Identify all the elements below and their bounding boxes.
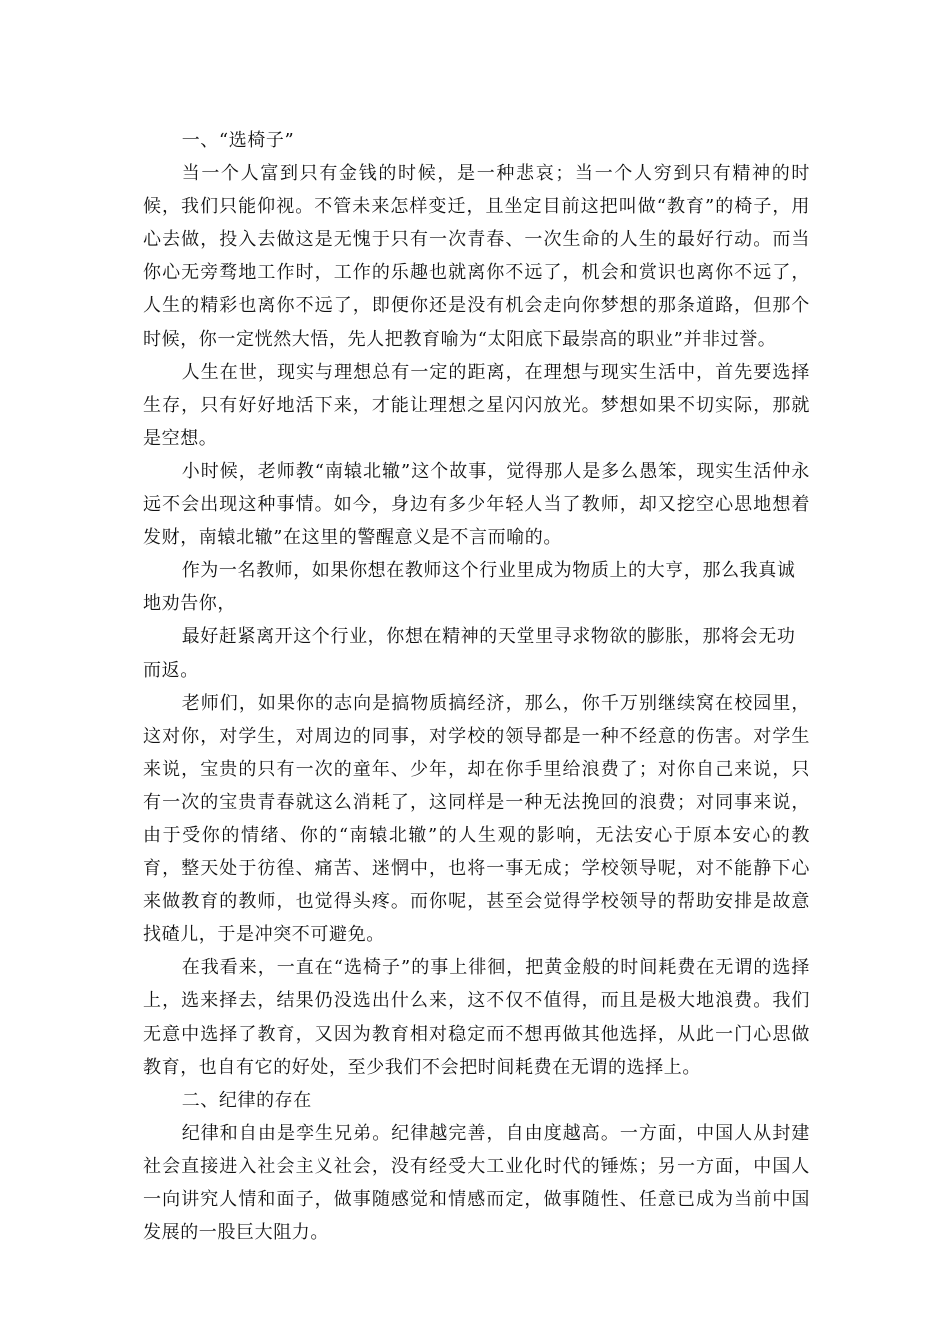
paragraph: 在我看来，一直在“选椅子”的事上徘徊，把黄金般的时间耗费在无谓的选择上，选来择去，结果仍没选出什么来，这不仅不值得，而且是极大地浪费。我们无意中选择了教育，又因为教育相对稳定而不想再做其他选择，从此一门心思做教育，也自有它的好处，至少我们不会把时间耗费在无谓的选择上。: [143, 957, 810, 1078]
paragraph: 当一个人富到只有金钱的时候，是一种悲哀；当一个人穷到只有精神的时候，我们只能仰视。不管未来怎样变迁，且坐定目前这把叫做“教育”的椅子，用心去做，投入去做这是无愧于只有一次青春、一次生命的人生的最好行动。而当你心无旁骛地工作时，工作的乐趣也就离你不远了，机会和赏识也离你不远了，人生的精彩也离你不远了，即便你还是没有机会走向你梦想的那条道路，但那个时候，你一定恍然大悟，先人把教育喻为“太阳底下最崇高的职业”并非过誉。: [143, 163, 810, 350]
section-heading-2: 二、纪律的存在: [181, 1089, 312, 1111]
paragraph: 人生在世，现实与理想总有一定的距离，在理想与现实生活中，首先要选择生存，只有好好地活下来，才能让理想之星闪闪放光。梦想如果不切实际，那就是空想。: [143, 361, 810, 449]
paragraph-line-2: 最好赶紧离开这个行业，你想在精神的天堂里寻求物欲的膨胀，那将会无功而返。: [143, 626, 796, 681]
section-heading-1: 一、“选椅子”: [181, 130, 295, 151]
paragraph: 纪律和自由是孪生兄弟。纪律越完善，自由度越高。一方面，中国人从封建社会直接进入社会主义社会，没有经受大工业化时代的锤炼；另一方面，中国人一向讲究人情和面子，做事随感觉和情感而定，做事随性、任意已成为当前中国发展的一股巨大阻力。: [143, 1122, 810, 1244]
paragraph-line-1: 作为一名教师，如果你想在教师这个行业里成为物质上的大亨，那么我真诚地劝告你，: [143, 560, 796, 615]
paragraph: 老师们，如果你的志向是搞物质搞经济，那么，你千万别继续窝在校园里，这对你，对学生，对周边的同事，对学校的领导都是一种不经意的伤害。对学生来说，宝贵的只有一次的童年、少年，却在你手里给浪费了；对你自己来说，只有一次的宝贵青春就这么消耗了，这同样是一种无法挽回的浪费；对同事来说，由于受你的情绪、你的“南辕北辙”的人生观的影响，无法安心于原本安心的教育，整天处于彷徨、痛苦、迷惘中，也将一事无成；学校领导呢，对不能静下心来做教育的教师，也觉得头疼。而你呢，甚至会觉得学校领导的帮助安排是故意找碴儿，于是冲突不可避免。: [143, 692, 810, 946]
paragraph-indented-block: [143, 554, 810, 686]
document-body: [143, 124, 810, 1249]
paragraph: 小时候，老师教“南辕北辙”这个故事，觉得那人是多么愚笨，现实生活仲永远不会出现这种事情。如今，身边有多少年轻人当了教师，却又挖空心思地想着发财，南辕北辙”在这里的警醒意义是不言而喻的。: [143, 460, 810, 549]
